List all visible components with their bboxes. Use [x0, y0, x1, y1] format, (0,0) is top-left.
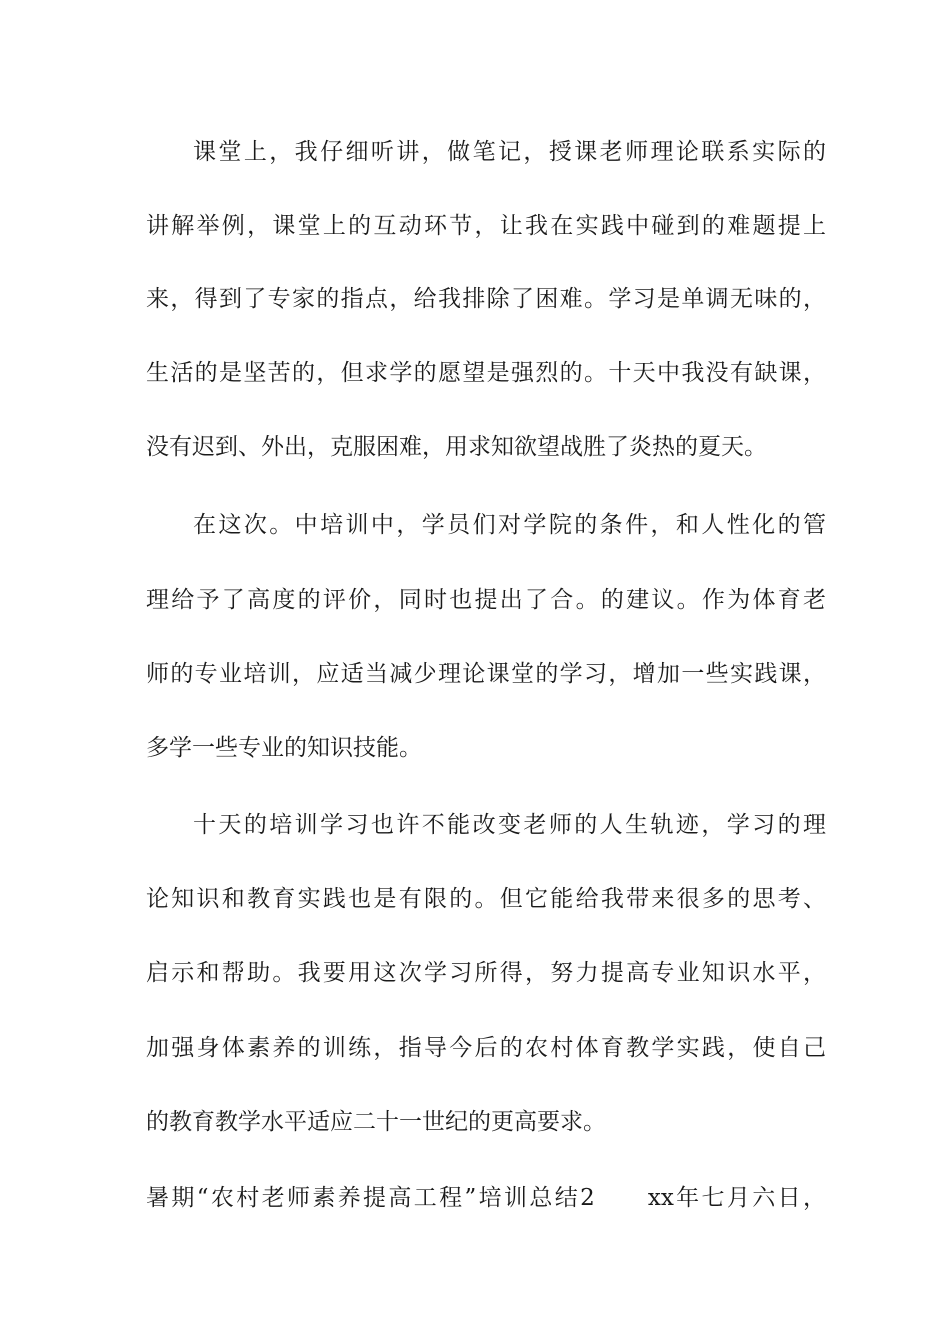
paragraph-1-line-5: 没有迟到、外出，克服困难，用求知欲望战胜了炎热的夏天。	[146, 434, 767, 460]
paragraph-2-line-1: 在这次。中培训中，学员们对学院的条件，和人性化的管	[193, 512, 826, 538]
paragraph-2-line-3: 师的专业培训，应适当减少理论课堂的学习，增加一些实践课，	[146, 661, 826, 687]
paragraph-2-line-4: 多学一些专业的知识技能。	[146, 735, 422, 761]
paragraph-3-line-2: 论知识和教育实践也是有限的。但它能给我带来很多的思考、	[146, 886, 826, 912]
paragraph-1-line-4: 生活的是坚苦的，但求学的愿望是强烈的。十天中我没有缺课，	[146, 360, 826, 386]
paragraph-3-line-5: 的教育教学水平适应二十一世纪的更高要求。	[146, 1109, 606, 1135]
paragraph-1-line-3: 来，得到了专家的指点，给我排除了困难。学习是单调无味的，	[146, 286, 826, 312]
paragraph-3-line-3: 启示和帮助。我要用这次学习所得，努力提高专业知识水平，	[146, 960, 826, 986]
paragraph-1-line-1: 课堂上，我仔细听讲，做笔记，授课老师理论联系实际的	[193, 139, 826, 165]
paragraph-3-line-1: 十天的培训学习也许不能改变老师的人生轨迹，学习的理	[193, 812, 826, 838]
paragraph-1-line-2: 讲解举例，课堂上的互动环节，让我在实践中碰到的难题提上	[146, 213, 826, 239]
paragraph-2-line-2: 理给予了高度的评价，同时也提出了合。的建议。作为体育老	[146, 587, 826, 613]
section-heading-line: 暑期“农村老师素养提高工程”培训总结2 xx年七月六日，	[146, 1185, 826, 1211]
paragraph-3-line-4: 加强身体素养的训练，指导今后的农村体育教学实践，使自己	[146, 1035, 826, 1061]
